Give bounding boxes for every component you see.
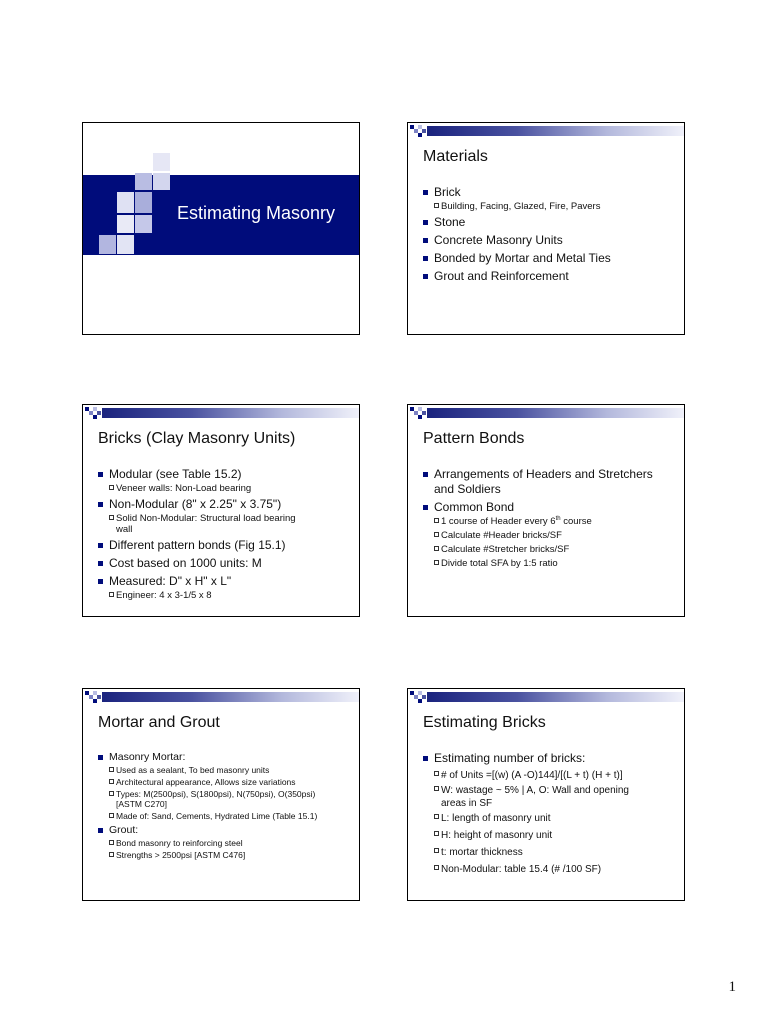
- decor-square: [135, 215, 152, 233]
- slide-title: Materials: [423, 148, 488, 165]
- sub-list-item: Bond masonry to reinforcing steel: [109, 838, 349, 848]
- slide-header-bar: [408, 123, 684, 139]
- slide-estimating-bricks: [407, 688, 685, 901]
- bullet-list: [98, 751, 349, 863]
- sub-list-item: Calculate #Stretcher bricks/SF: [434, 544, 674, 555]
- list-item: Arrangements of Headers and Stretchers and Soldiers: [423, 467, 674, 497]
- sub-list-item: Non-Modular: table 15.4 (# /100 SF): [434, 863, 674, 876]
- list-item: Grout and Reinforcement: [423, 269, 674, 284]
- slide-header-bar: [83, 689, 359, 705]
- list-item: Concrete Masonry Units: [423, 233, 674, 248]
- slide-header-bar: [408, 689, 684, 705]
- slide-header-bar: [408, 405, 684, 421]
- list-item: Measured: D" x H" x L" Engineer: 4 x 3-1/5 x 8: [98, 574, 349, 601]
- slide-title: Pattern Bonds: [423, 430, 525, 447]
- sub-list-item: Made of: Sand, Cements, Hydrated Lime (Table 15.1): [109, 811, 349, 821]
- slide-materials: [407, 122, 685, 335]
- list-item: Modular (see Table 15.2) Veneer walls: Non-Load bearing: [98, 467, 349, 494]
- decor-square: [135, 173, 152, 190]
- bullet-list: [423, 751, 674, 880]
- list-item: Grout: Bond masonry to reinforcing steel Strengths > 2500psi [ASTM C476]: [98, 824, 349, 860]
- decor-square: [99, 235, 116, 254]
- list-item: Brick Building, Facing, Glazed, Fire, Pavers: [423, 185, 674, 212]
- sub-list-item: L: length of masonry unit: [434, 812, 674, 825]
- decor-square: [83, 192, 99, 213]
- decor-square: [117, 215, 134, 233]
- bullet-list: [98, 467, 349, 604]
- sub-list-item: Veneer walls: Non-Load bearing: [109, 483, 349, 494]
- decor-square: [117, 192, 134, 213]
- sub-list-item: # of Units =[(w) (A -O)144]/[(L + t) (H + t)]: [434, 769, 674, 782]
- list-item: Different pattern bonds (Fig 15.1): [98, 538, 349, 553]
- list-item: Non-Modular (8" x 2.25" x 3.75") Solid Non-Modular: Structural load bearing wall: [98, 497, 349, 535]
- list-item: Cost based on 1000 units: M: [98, 556, 349, 571]
- bullet-list: [423, 185, 674, 287]
- slide-mortar-and-grout: [82, 688, 360, 901]
- slide-pattern-bonds: [407, 404, 685, 617]
- sub-list-item: 1 course of Header every 6th course: [434, 516, 674, 527]
- sub-list-item: W: wastage ~ 5% | A, O: Wall and opening areas in SF: [434, 784, 674, 810]
- decor-square: [117, 235, 134, 254]
- slide-bricks: [82, 404, 360, 617]
- sub-list-item: t: mortar thickness: [434, 846, 674, 859]
- sub-list-item: Solid Non-Modular: Structural load bearing wall: [109, 513, 349, 535]
- sub-list-item: Architectural appearance, Allows size variations: [109, 777, 349, 787]
- sub-list-item: Divide total SFA by 1:5 ratio: [434, 558, 674, 569]
- slide-title: Mortar and Grout: [98, 714, 220, 731]
- sub-list-item: Used as a sealant, To bed masonry units: [109, 765, 349, 775]
- decor-square: [135, 192, 152, 213]
- slide-title: Bricks (Clay Masonry Units): [98, 430, 296, 447]
- decor-square: [153, 173, 170, 190]
- list-item: Masonry Mortar: Used as a sealant, To bed masonry units Architectural appearance, Allows size variations Types: M(2500psi), S(1800psi), N(750psi), O(350psi) [ASTM C270] Made of: Sand, Cements, Hydrated Lime (Table 15.1): [98, 751, 349, 821]
- slide-title: Estimating Bricks: [423, 714, 546, 731]
- slide-header-bar: [83, 405, 359, 421]
- sub-list-item: Engineer: 4 x 3-1/5 x 8: [109, 590, 349, 601]
- bullet-list: [423, 467, 674, 572]
- sub-list-item: H: height of masonry unit: [434, 829, 674, 842]
- list-item: Bonded by Mortar and Metal Ties: [423, 251, 674, 266]
- slide-title-estimating-masonry: [82, 122, 360, 335]
- list-item: Estimating number of bricks: # of Units =[(w) (A -O)144]/[(L + t) (H + t)] W: wastage ~ 5% | A, O: Wall and opening areas in SF L: length of masonry unit H: height of masonry unit t: mortar thickness Non-Modular: table 15.4 (# /100 SF): [423, 751, 674, 876]
- list-item: Stone: [423, 215, 674, 230]
- sub-list-item: Calculate #Header bricks/SF: [434, 530, 674, 541]
- sub-list-item: Strengths > 2500psi [ASTM C476]: [109, 850, 349, 860]
- page-number: 1: [728, 979, 736, 995]
- slide-title: Estimating Masonry: [177, 203, 336, 223]
- sub-list-item: Building, Facing, Glazed, Fire, Pavers: [434, 201, 674, 212]
- decor-square: [153, 153, 170, 171]
- list-item: Common Bond 1 course of Header every 6th course Calculate #Header bricks/SF Calculate #Stretcher bricks/SF Divide total SFA by 1:5 ratio: [423, 500, 674, 569]
- sub-list-item: Types: M(2500psi), S(1800psi), N(750psi), O(350psi) [ASTM C270]: [109, 789, 349, 809]
